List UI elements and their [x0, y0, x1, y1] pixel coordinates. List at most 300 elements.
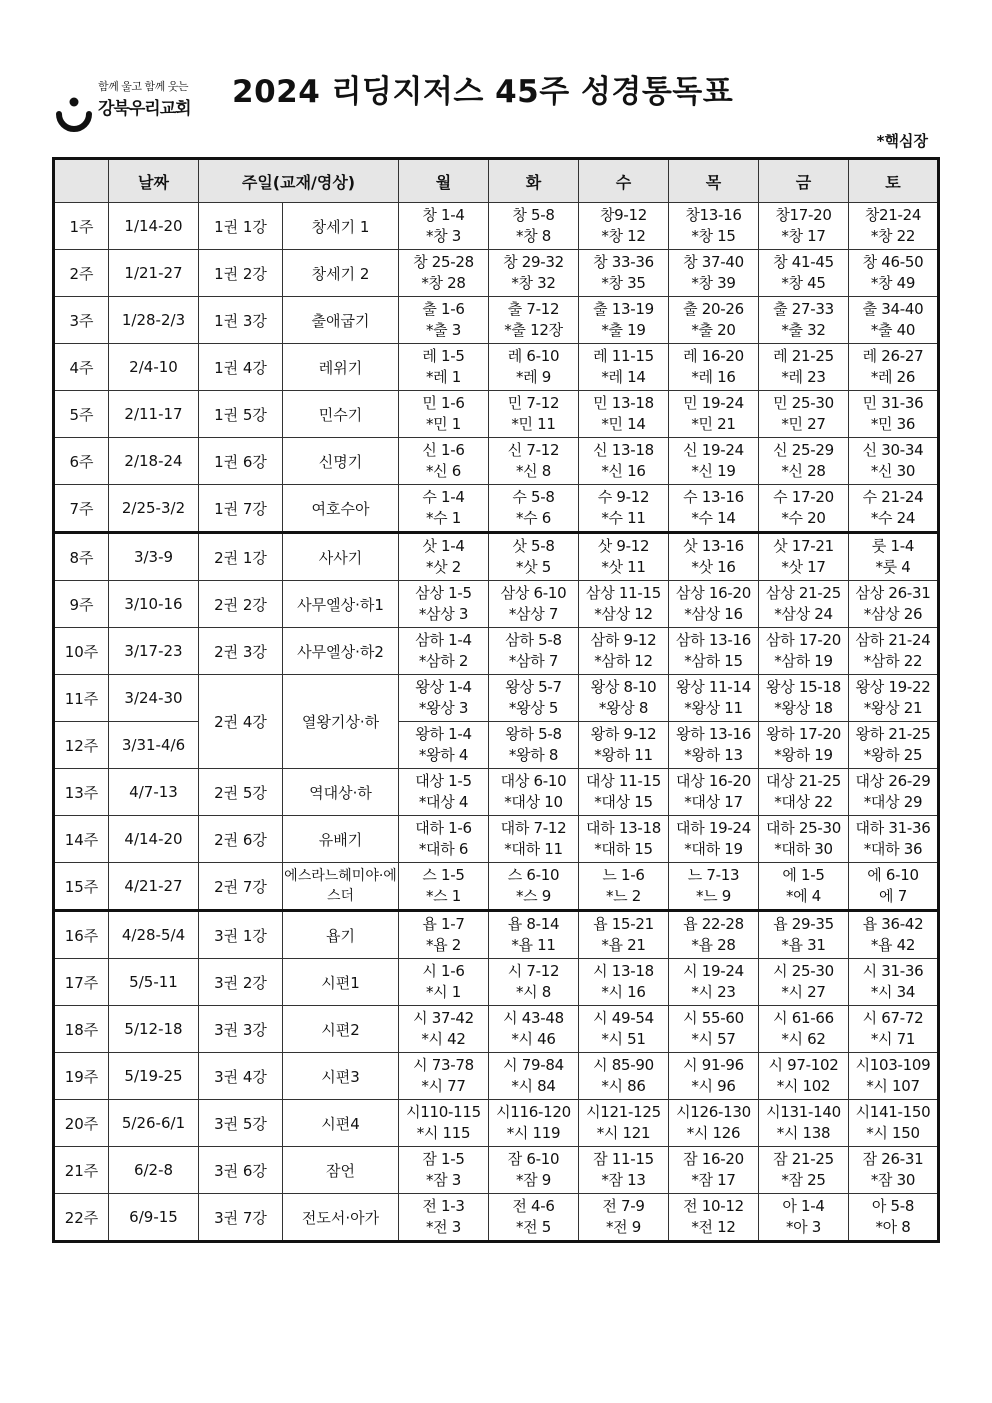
date-cell: 3/24-30	[109, 675, 199, 722]
core-chapter: *레 23	[781, 368, 826, 386]
reading-range: 대상 6-10	[500, 772, 567, 790]
core-chapter: *대하 19	[684, 840, 743, 858]
core-chapter: *삼하 2	[418, 652, 469, 670]
book-cell: 시편3	[283, 1053, 399, 1100]
reading-range: 신 13-18	[593, 441, 654, 459]
core-chapter: *왕상 8	[598, 699, 649, 717]
book-cell: 창세기 1	[283, 203, 399, 250]
core-chapter: *왕하 4	[418, 746, 469, 764]
core-chapter: *시 96	[691, 1077, 736, 1095]
reading-cell	[669, 1100, 759, 1147]
reading-range: 시 79-84	[503, 1056, 564, 1074]
core-chapter: *출 19	[601, 321, 646, 339]
reading-cell	[669, 250, 759, 297]
reading-cell	[759, 581, 849, 628]
reading-range: 대하 31-36	[855, 819, 931, 837]
reading-range: 시 61-66	[773, 1009, 834, 1027]
reading-cell	[399, 297, 489, 344]
date-cell: 5/5-11	[109, 959, 199, 1006]
reading-cell	[399, 1194, 489, 1242]
table-row	[54, 250, 939, 297]
reading-cell	[489, 1147, 579, 1194]
reading-cell	[579, 1147, 669, 1194]
header-fri: 금	[759, 159, 849, 203]
reading-cell	[759, 816, 849, 863]
core-chapter: *아 8	[875, 1218, 911, 1236]
reading-range: 레 1-5	[422, 347, 465, 365]
reading-range: 왕하 9-12	[590, 725, 657, 743]
date-cell: 4/21-27	[109, 863, 199, 911]
reading-cell	[849, 485, 939, 533]
lesson-cell: 3권 5강	[199, 1100, 283, 1147]
week-cell: 16주	[54, 911, 109, 959]
reading-cell	[579, 769, 669, 816]
reading-range: 수 17-20	[773, 488, 834, 506]
reading-range: 대하 13-18	[586, 819, 661, 837]
reading-range: 시141-150	[855, 1103, 931, 1121]
reading-range: 왕상 1-4	[415, 678, 472, 696]
reading-cell	[579, 1053, 669, 1100]
reading-range: 대하 19-24	[676, 819, 751, 837]
core-chapter: *출 32	[781, 321, 826, 339]
core-chapter: *창 8	[515, 227, 552, 245]
date-cell: 1/14-20	[109, 203, 199, 250]
date-cell: 2/18-24	[109, 438, 199, 485]
reading-cell	[669, 203, 759, 250]
core-chapter: *삿 11	[601, 558, 646, 576]
core-chapter: *전 9	[605, 1218, 642, 1236]
reading-range: 욥 29-35	[773, 915, 834, 933]
reading-cell	[669, 533, 759, 581]
date-cell: 5/19-25	[109, 1053, 199, 1100]
core-chapter: *시 86	[601, 1077, 646, 1095]
core-chapter: *전 3	[425, 1218, 462, 1236]
reading-cell	[669, 1006, 759, 1053]
reading-range: 삼상 16-20	[676, 584, 751, 602]
reading-range: 삼상 21-25	[766, 584, 841, 602]
table-header-row	[54, 159, 939, 203]
core-chapter: *민 21	[691, 415, 736, 433]
lesson-cell: 1권 4강	[199, 344, 283, 391]
core-chapter: *룻 4	[875, 558, 911, 576]
core-chapter: *창 49	[870, 274, 916, 292]
core-chapter: *욥 11	[511, 936, 556, 954]
core-chapter: *출 3	[425, 321, 462, 339]
header-thu: 목	[669, 159, 759, 203]
core-chapter: *대상 29	[863, 793, 923, 811]
reading-range: 시 67-72	[862, 1009, 924, 1027]
date-cell: 1/28-2/3	[109, 297, 199, 344]
table-row	[54, 1053, 939, 1100]
core-chapter: *시 102	[776, 1077, 831, 1095]
week-cell: 13주	[54, 769, 109, 816]
table-row	[54, 911, 939, 959]
core-chapter: *시 77	[421, 1077, 466, 1095]
reading-cell	[579, 581, 669, 628]
core-chapter: *전 5	[515, 1218, 552, 1236]
reading-cell	[489, 675, 579, 722]
core-chapter: *창 12	[601, 227, 646, 245]
reading-range: 전 1-3	[422, 1197, 465, 1215]
reading-range: 대상 26-29	[855, 772, 931, 790]
core-chapter: *시 16	[601, 983, 646, 1001]
reading-cell	[489, 1194, 579, 1242]
core-chapter: *신 16	[601, 462, 646, 480]
table-row	[54, 1147, 939, 1194]
reading-cell	[669, 297, 759, 344]
reading-range: 시 31-36	[862, 962, 924, 980]
core-chapter: *수 24	[870, 509, 916, 527]
reading-cell	[579, 438, 669, 485]
reading-cell	[849, 1006, 939, 1053]
core-chapter: *욥 2	[425, 936, 462, 954]
reading-cell	[669, 438, 759, 485]
reading-cell	[579, 297, 669, 344]
reading-cell	[759, 250, 849, 297]
church-logo-icon	[56, 96, 92, 136]
reading-cell	[399, 438, 489, 485]
core-chapter: *삿 16	[691, 558, 736, 576]
reading-range: 삿 1-4	[422, 537, 465, 555]
lesson-cell: 2권 6강	[199, 816, 283, 863]
core-chapter: *스 1	[425, 887, 462, 905]
table-row	[54, 722, 939, 769]
lesson-cell: 3권 6강	[199, 1147, 283, 1194]
core-chapter: *시 84	[511, 1077, 556, 1095]
book-cell: 사무엘상·하2	[283, 628, 399, 675]
table-row	[54, 438, 939, 485]
reading-cell	[489, 438, 579, 485]
reading-cell	[759, 959, 849, 1006]
lesson-cell: 2권 1강	[199, 533, 283, 581]
core-chapter: *대하 11	[504, 840, 563, 858]
core-chapter: *대하 30	[774, 840, 833, 858]
reading-range: 민 19-24	[683, 394, 744, 412]
core-chapter: *신 19	[691, 462, 736, 480]
week-cell: 4주	[54, 344, 109, 391]
reading-range: 시 25-30	[773, 962, 834, 980]
date-cell: 6/9-15	[109, 1194, 199, 1242]
core-chapter: *왕상 3	[418, 699, 469, 717]
table-row	[54, 1194, 939, 1242]
reading-range: 삼하 9-12	[590, 631, 657, 649]
reading-cell	[489, 628, 579, 675]
core-chapter: *신 6	[425, 462, 462, 480]
reading-range: 시 19-24	[683, 962, 744, 980]
table-row	[54, 203, 939, 250]
core-chapter: *민 36	[870, 415, 916, 433]
reading-range: 수 1-4	[422, 488, 465, 506]
core-chapter: *신 28	[781, 462, 826, 480]
reading-range: 민 13-18	[593, 394, 654, 412]
reading-range: 왕상 11-14	[676, 678, 751, 696]
core-chapter: *왕하 11	[594, 746, 653, 764]
reading-cell	[579, 1006, 669, 1053]
week-cell: 18주	[54, 1006, 109, 1053]
core-chapter: *삿 17	[781, 558, 826, 576]
reading-cell	[579, 533, 669, 581]
table-body	[54, 203, 939, 1242]
reading-range: 시 7-12	[507, 962, 560, 980]
reading-cell	[489, 297, 579, 344]
lesson-cell: 3권 3강	[199, 1006, 283, 1053]
page-title: 2024 리딩지저스 45주 성경통독표	[232, 74, 734, 110]
core-chapter: *잠 25	[781, 1171, 826, 1189]
reading-cell	[759, 391, 849, 438]
core-chapter: *민 1	[425, 415, 462, 433]
reading-range: 대하 7-12	[500, 819, 567, 837]
book-cell: 출애굽기	[283, 297, 399, 344]
reading-range: 신 7-12	[507, 441, 560, 459]
reading-range: 시 49-54	[593, 1009, 654, 1027]
header-tue: 화	[489, 159, 579, 203]
reading-range: 삿 9-12	[597, 537, 650, 555]
book-cell: 민수기	[283, 391, 399, 438]
core-chapter: *삼하 12	[594, 652, 653, 670]
reading-cell	[489, 344, 579, 391]
reading-cell	[579, 1100, 669, 1147]
reading-cell	[669, 722, 759, 769]
reading-range: 욥 1-7	[422, 915, 465, 933]
reading-cell	[399, 344, 489, 391]
reading-range: 수 21-24	[862, 488, 924, 506]
core-chapter: *출 40	[870, 321, 916, 339]
reading-cell	[579, 675, 669, 722]
reading-cell	[399, 675, 489, 722]
reading-cell	[759, 1194, 849, 1242]
table-row	[54, 863, 939, 911]
reading-cell	[849, 203, 939, 250]
core-chapter: *수 14	[691, 509, 736, 527]
book-cell: 신명기	[283, 438, 399, 485]
reading-range: 룻 1-4	[871, 537, 915, 555]
reading-range: 스 6-10	[507, 866, 560, 884]
reading-cell	[579, 344, 669, 391]
reading-schedule-table	[52, 157, 940, 1243]
week-cell: 22주	[54, 1194, 109, 1242]
reading-range: 시 91-96	[683, 1056, 744, 1074]
book-cell: 사무엘상·하1	[283, 581, 399, 628]
reading-cell	[849, 438, 939, 485]
reading-range: 민 25-30	[773, 394, 834, 412]
core-chapter: *시 34	[870, 983, 916, 1001]
reading-cell	[849, 1100, 939, 1147]
reading-range: 출 20-26	[683, 300, 744, 318]
header-sunday: 주일(교재/영상)	[199, 159, 399, 203]
lesson-cell: 3권 4강	[199, 1053, 283, 1100]
reading-range: 욥 22-28	[683, 915, 744, 933]
reading-range: 시 43-48	[503, 1009, 564, 1027]
reading-cell	[849, 250, 939, 297]
week-cell: 11주	[54, 675, 109, 722]
core-chapter: *레 14	[601, 368, 646, 386]
date-cell: 4/14-20	[109, 816, 199, 863]
reading-cell	[849, 581, 939, 628]
date-cell: 2/4-10	[109, 344, 199, 391]
reading-cell	[579, 250, 669, 297]
core-chapter: *창 39	[691, 274, 736, 292]
reading-cell	[849, 722, 939, 769]
reading-range: 대상 11-15	[586, 772, 661, 790]
reading-range: 시103-109	[855, 1056, 931, 1074]
core-chapter: *시 42	[421, 1030, 466, 1048]
core-chapter: *왕상 11	[684, 699, 743, 717]
reading-range: 창 1-4	[422, 206, 465, 224]
core-chapter: *출 20	[691, 321, 736, 339]
core-chapter: *왕하 8	[508, 746, 559, 764]
reading-range: 창 46-50	[862, 253, 924, 271]
lesson-cell: 2권 3강	[199, 628, 283, 675]
reading-range: 삼상 26-31	[855, 584, 931, 602]
reading-cell	[579, 959, 669, 1006]
reading-range: 시 37-42	[413, 1009, 474, 1027]
table-row	[54, 1100, 939, 1147]
book-cell: 전도서·아가	[283, 1194, 399, 1242]
core-chapter: *시 62	[781, 1030, 826, 1048]
week-cell: 8주	[54, 533, 109, 581]
reading-cell	[489, 203, 579, 250]
reading-range: 시 13-18	[593, 962, 654, 980]
reading-cell	[399, 722, 489, 769]
reading-range: 출 27-33	[773, 300, 834, 318]
core-chapter: *시 46	[511, 1030, 556, 1048]
table-row	[54, 959, 939, 1006]
reading-range: 전 7-9	[602, 1197, 645, 1215]
week-cell: 5주	[54, 391, 109, 438]
reading-cell	[399, 391, 489, 438]
reading-cell	[759, 911, 849, 959]
lesson-cell: 3권 7강	[199, 1194, 283, 1242]
reading-range: 왕상 15-18	[766, 678, 841, 696]
date-cell: 3/17-23	[109, 628, 199, 675]
reading-cell	[759, 628, 849, 675]
core-chapter: *대하 6	[418, 840, 469, 858]
core-chapter: *삼하 19	[774, 652, 833, 670]
reading-cell	[489, 1100, 579, 1147]
lesson-cell: 1권 7강	[199, 485, 283, 533]
reading-cell	[669, 675, 759, 722]
reading-cell	[669, 816, 759, 863]
core-chapter: *민 11	[511, 415, 556, 433]
book-cell: 사사기	[283, 533, 399, 581]
core-chapter: *왕상 5	[508, 699, 559, 717]
reading-range: 욥 15-21	[593, 915, 654, 933]
core-chapter-note: *핵심장	[876, 132, 928, 150]
reading-range: 시 1-6	[422, 962, 465, 980]
core-chapter: *창 3	[425, 227, 462, 245]
table-row	[54, 628, 939, 675]
header-wed: 수	[579, 159, 669, 203]
reading-cell	[849, 675, 939, 722]
reading-cell	[489, 485, 579, 533]
book-cell: 유배기	[283, 816, 399, 863]
reading-cell	[669, 391, 759, 438]
core-chapter: 에 7	[879, 887, 907, 905]
lesson-cell: 2권 7강	[199, 863, 283, 911]
core-chapter: *왕하 13	[684, 746, 743, 764]
core-chapter: *시 138	[776, 1124, 831, 1142]
reading-cell	[849, 911, 939, 959]
reading-cell	[489, 1006, 579, 1053]
core-chapter: *삼상 16	[684, 605, 743, 623]
reading-cell	[579, 203, 669, 250]
core-chapter: *에 4	[785, 887, 822, 905]
reading-cell	[849, 1147, 939, 1194]
core-chapter: *레 9	[515, 368, 552, 386]
reading-cell	[399, 1053, 489, 1100]
reading-range: 창 5-8	[512, 206, 555, 224]
book-cell: 에스라느헤미야·에스더	[283, 863, 399, 911]
core-chapter: *창 35	[601, 274, 646, 292]
core-chapter: *창 45	[781, 274, 826, 292]
reading-range: 신 1-6	[422, 441, 465, 459]
reading-cell	[489, 1053, 579, 1100]
reading-range: 전 4-6	[512, 1197, 555, 1215]
core-chapter: *아 3	[785, 1218, 822, 1236]
core-chapter: *욥 31	[781, 936, 826, 954]
lesson-cell: 1권 6강	[199, 438, 283, 485]
reading-cell	[489, 911, 579, 959]
reading-cell	[759, 344, 849, 391]
lesson-cell: 1권 1강	[199, 203, 283, 250]
date-cell: 6/2-8	[109, 1147, 199, 1194]
week-cell: 2주	[54, 250, 109, 297]
core-chapter: *수 6	[515, 509, 552, 527]
reading-cell	[579, 816, 669, 863]
core-chapter: *시 119	[506, 1124, 561, 1142]
reading-range: 왕하 21-25	[855, 725, 931, 743]
reading-range: 삼상 1-5	[415, 584, 472, 602]
reading-cell	[669, 344, 759, 391]
week-cell: 20주	[54, 1100, 109, 1147]
reading-range: 레 26-27	[862, 347, 924, 365]
reading-cell	[759, 438, 849, 485]
reading-cell	[489, 769, 579, 816]
reading-cell	[759, 769, 849, 816]
reading-cell	[489, 533, 579, 581]
week-cell: 9주	[54, 581, 109, 628]
reading-cell	[489, 391, 579, 438]
reading-cell	[579, 485, 669, 533]
reading-range: 신 19-24	[683, 441, 744, 459]
core-chapter: *레 26	[870, 368, 916, 386]
book-cell: 창세기 2	[283, 250, 399, 297]
core-chapter: *수 1	[425, 509, 462, 527]
table-row	[54, 816, 939, 863]
reading-range: 왕상 5-7	[505, 678, 562, 696]
core-chapter: *시 23	[691, 983, 736, 1001]
reading-range: 삼하 13-16	[676, 631, 751, 649]
reading-cell	[849, 391, 939, 438]
core-chapter: *창 32	[511, 274, 556, 292]
core-chapter: *왕하 25	[863, 746, 923, 764]
reading-cell	[669, 911, 759, 959]
reading-cell	[759, 1147, 849, 1194]
core-chapter: *삼상 12	[594, 605, 653, 623]
reading-cell	[579, 1194, 669, 1242]
reading-range: 수 13-16	[683, 488, 744, 506]
reading-cell	[849, 769, 939, 816]
week-cell: 15주	[54, 863, 109, 911]
reading-range: 시 97-102	[768, 1056, 839, 1074]
core-chapter: *시 115	[416, 1124, 471, 1142]
reading-cell	[669, 581, 759, 628]
core-chapter: *왕하 19	[774, 746, 833, 764]
week-cell: 6주	[54, 438, 109, 485]
reading-cell	[849, 863, 939, 911]
reading-range: 에 6-10	[867, 866, 919, 884]
core-chapter: *삼하 22	[863, 652, 923, 670]
